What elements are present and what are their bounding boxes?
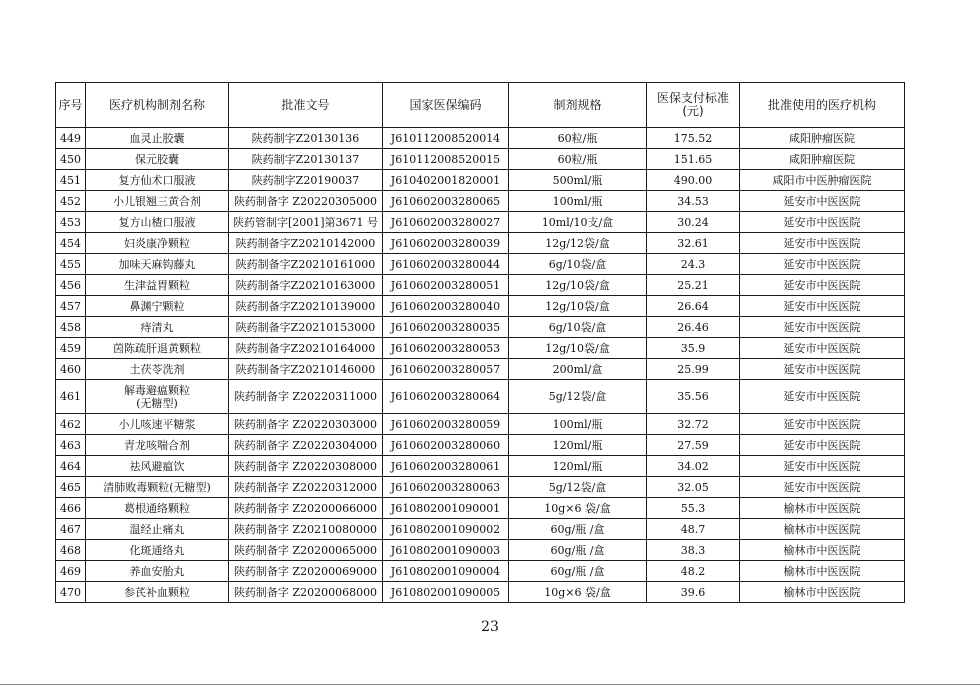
specification-cell: 60g/瓶 /盒 [509, 561, 647, 582]
table-row [56, 275, 905, 296]
preparation-name-cell: 加味天麻钩藤丸 [86, 254, 229, 275]
row-number-cell: 468 [56, 540, 86, 561]
medical-institution-cell: 延安市中医医院 [740, 414, 905, 435]
medical-institution-cell: 延安市中医医院 [740, 254, 905, 275]
insurance-code-cell: J610602003280057 [383, 359, 509, 380]
formulary-table [55, 82, 905, 603]
table-row [56, 149, 905, 170]
row-number-cell: 453 [56, 212, 86, 233]
specification-cell: 60g/瓶 /盒 [509, 519, 647, 540]
preparation-name-cell: 化斑通络丸 [86, 540, 229, 561]
preparation-name-cell: 痔清丸 [86, 317, 229, 338]
table-header [56, 83, 905, 128]
specification-cell: 100ml/瓶 [509, 414, 647, 435]
insurance-code-cell: J610112008520015 [383, 149, 509, 170]
preparation-name-cell: 参芪补血颗粒 [86, 582, 229, 603]
specification-cell: 120ml/瓶 [509, 456, 647, 477]
specification-cell: 12g/12袋/盒 [509, 233, 647, 254]
approval-number-cell: 陕药制备字 Z20220304000 [229, 435, 383, 456]
table-row [56, 233, 905, 254]
medical-institution-cell: 延安市中医医院 [740, 275, 905, 296]
approval-number-cell: 陕药制备字Z20210153000 [229, 317, 383, 338]
medical-institution-cell: 咸阳肿瘤医院 [740, 149, 905, 170]
row-number-cell: 455 [56, 254, 86, 275]
insurance-code-cell: J610802001090003 [383, 540, 509, 561]
row-number-cell: 470 [56, 582, 86, 603]
medical-institution-cell: 榆林市中医医院 [740, 519, 905, 540]
insurance-code-cell: J610602003280064 [383, 380, 509, 414]
table-row [56, 477, 905, 498]
payment-standard-cell: 38.3 [647, 540, 740, 561]
medical-institution-cell: 延安市中医医院 [740, 296, 905, 317]
payment-standard-cell: 25.21 [647, 275, 740, 296]
approval-number-cell: 陕药制备字 Z20220305000 [229, 191, 383, 212]
preparation-name-cell: 养血安胎丸 [86, 561, 229, 582]
medical-institution-cell: 咸阳市中医肿瘤医院 [740, 170, 905, 191]
preparation-name-cell: 保元胶囊 [86, 149, 229, 170]
insurance-code-cell: J610602003280044 [383, 254, 509, 275]
row-number-cell: 458 [56, 317, 86, 338]
payment-standard-cell: 30.24 [647, 212, 740, 233]
medical-institution-cell: 延安市中医医院 [740, 359, 905, 380]
row-number-cell: 450 [56, 149, 86, 170]
insurance-code-cell: J610602003280040 [383, 296, 509, 317]
specification-cell: 60g/瓶 /盒 [509, 540, 647, 561]
row-number-cell: 460 [56, 359, 86, 380]
insurance-code-cell: J610602003280051 [383, 275, 509, 296]
medical-institution-cell: 延安市中医医院 [740, 317, 905, 338]
specification-cell: 60粒/瓶 [509, 128, 647, 149]
medical-institution-cell: 延安市中医医院 [740, 380, 905, 414]
approval-number-cell: 陕药制备字 Z20220311000 [229, 380, 383, 414]
medical-institution-cell: 延安市中医医院 [740, 212, 905, 233]
table-row [56, 414, 905, 435]
approval-number-cell: 陕药制备字 Z20200065000 [229, 540, 383, 561]
preparation-name-cell: 解毒避瘟颗粒 (无糖型) [86, 380, 229, 414]
approval-number-cell: 陕药制备字 Z20220308000 [229, 456, 383, 477]
row-number-cell: 457 [56, 296, 86, 317]
payment-standard-cell: 25.99 [647, 359, 740, 380]
specification-cell: 12g/10袋/盒 [509, 338, 647, 359]
medical-institution-cell: 延安市中医医院 [740, 233, 905, 254]
insurance-code-cell: J610602003280063 [383, 477, 509, 498]
specification-cell: 120ml/瓶 [509, 435, 647, 456]
table-row [56, 170, 905, 191]
header-row [56, 83, 905, 128]
insurance-code-cell: J610802001090004 [383, 561, 509, 582]
preparation-name-cell: 温经止痛丸 [86, 519, 229, 540]
approval-number-cell: 陕药制备字 Z20200066000 [229, 498, 383, 519]
insurance-code-cell: J610802001090005 [383, 582, 509, 603]
table-row [56, 317, 905, 338]
medical-institution-cell: 延安市中医医院 [740, 338, 905, 359]
row-number-cell: 465 [56, 477, 86, 498]
insurance-code-cell: J610602003280059 [383, 414, 509, 435]
medical-institution-cell: 延安市中医医院 [740, 477, 905, 498]
specification-cell: 10ml/10支/盒 [509, 212, 647, 233]
specification-cell: 200ml/盒 [509, 359, 647, 380]
row-number-cell: 452 [56, 191, 86, 212]
preparation-name-cell: 祛风避瘟饮 [86, 456, 229, 477]
column-header: 批准使用的医疗机构 [740, 83, 905, 128]
preparation-name-cell: 鼻渊宁颗粒 [86, 296, 229, 317]
approval-number-cell: 陕药制备字Z20210161000 [229, 254, 383, 275]
table-row [56, 456, 905, 477]
table-row [56, 540, 905, 561]
payment-standard-cell: 151.65 [647, 149, 740, 170]
approval-number-cell: 陕药制字Z20130136 [229, 128, 383, 149]
insurance-code-cell: J610602003280060 [383, 435, 509, 456]
table-row [56, 191, 905, 212]
payment-standard-cell: 32.72 [647, 414, 740, 435]
table-row [56, 435, 905, 456]
insurance-code-cell: J610602003280053 [383, 338, 509, 359]
payment-standard-cell: 490.00 [647, 170, 740, 191]
specification-cell: 60粒/瓶 [509, 149, 647, 170]
approval-number-cell: 陕药制备字 Z20220312000 [229, 477, 383, 498]
table-row [56, 380, 905, 414]
table-row [56, 498, 905, 519]
table-row [56, 128, 905, 149]
medical-institution-cell: 榆林市中医医院 [740, 498, 905, 519]
payment-standard-cell: 35.56 [647, 380, 740, 414]
column-header: 医疗机构制剂名称 [86, 83, 229, 128]
medical-institution-cell: 延安市中医医院 [740, 456, 905, 477]
approval-number-cell: 陕药制备字 Z20200069000 [229, 561, 383, 582]
insurance-code-cell: J610602003280065 [383, 191, 509, 212]
table-row [56, 212, 905, 233]
table-row [56, 519, 905, 540]
specification-cell: 500ml/瓶 [509, 170, 647, 191]
specification-cell: 5g/12袋/盒 [509, 380, 647, 414]
insurance-code-cell: J610602003280027 [383, 212, 509, 233]
specification-cell: 5g/12袋/盒 [509, 477, 647, 498]
preparation-name-cell: 葛根通络颗粒 [86, 498, 229, 519]
approval-number-cell: 陕药制备字Z20210139000 [229, 296, 383, 317]
insurance-code-cell: J610802001090001 [383, 498, 509, 519]
table-row [56, 338, 905, 359]
column-header: 序号 [56, 83, 86, 128]
table-row [56, 359, 905, 380]
approval-number-cell: 陕药制备字Z20210164000 [229, 338, 383, 359]
preparation-name-cell: 复方仙术口服液 [86, 170, 229, 191]
payment-standard-cell: 24.3 [647, 254, 740, 275]
payment-standard-cell: 27.59 [647, 435, 740, 456]
preparation-name-cell: 茵陈疏肝退黄颗粒 [86, 338, 229, 359]
row-number-cell: 462 [56, 414, 86, 435]
row-number-cell: 467 [56, 519, 86, 540]
specification-cell: 12g/10袋/盒 [509, 296, 647, 317]
approval-number-cell: 陕药制备字 Z20210080000 [229, 519, 383, 540]
preparation-name-cell: 土茯苓洗剂 [86, 359, 229, 380]
preparation-name-cell: 青龙咳喘合剂 [86, 435, 229, 456]
insurance-code-cell: J610402001820001 [383, 170, 509, 191]
table-row [56, 561, 905, 582]
approval-number-cell: 陕药制备字 Z20220303000 [229, 414, 383, 435]
payment-standard-cell: 35.9 [647, 338, 740, 359]
column-header: 国家医保编码 [383, 83, 509, 128]
table-row [56, 582, 905, 603]
row-number-cell: 463 [56, 435, 86, 456]
payment-standard-cell: 26.46 [647, 317, 740, 338]
insurance-code-cell: J610112008520014 [383, 128, 509, 149]
row-number-cell: 469 [56, 561, 86, 582]
insurance-code-cell: J610602003280035 [383, 317, 509, 338]
payment-standard-cell: 48.2 [647, 561, 740, 582]
specification-cell: 6g/10袋/盒 [509, 254, 647, 275]
medical-institution-cell: 榆林市中医医院 [740, 582, 905, 603]
payment-standard-cell: 34.02 [647, 456, 740, 477]
payment-standard-cell: 32.05 [647, 477, 740, 498]
specification-cell: 10g×6 袋/盒 [509, 498, 647, 519]
table-row [56, 254, 905, 275]
bottom-divider [0, 684, 980, 685]
preparation-name-cell: 妇炎康净颗粒 [86, 233, 229, 254]
medical-institution-cell: 咸阳肿瘤医院 [740, 128, 905, 149]
approval-number-cell: 陕药制备字Z20210142000 [229, 233, 383, 254]
approval-number-cell: 陕药制备字 Z20200068000 [229, 582, 383, 603]
preparation-name-cell: 清肺败毒颗粒(无糖型) [86, 477, 229, 498]
medical-institution-cell: 延安市中医医院 [740, 191, 905, 212]
payment-standard-cell: 39.6 [647, 582, 740, 603]
specification-cell: 12g/10袋/盒 [509, 275, 647, 296]
payment-standard-cell: 175.52 [647, 128, 740, 149]
row-number-cell: 461 [56, 380, 86, 414]
specification-cell: 10g×6 袋/盒 [509, 582, 647, 603]
specification-cell: 100ml/瓶 [509, 191, 647, 212]
specification-cell: 6g/10袋/盒 [509, 317, 647, 338]
approval-number-cell: 陕药制备字Z20210146000 [229, 359, 383, 380]
preparation-name-cell: 复方山楂口服液 [86, 212, 229, 233]
preparation-name-cell: 小儿银翘三黄合剂 [86, 191, 229, 212]
row-number-cell: 466 [56, 498, 86, 519]
row-number-cell: 449 [56, 128, 86, 149]
row-number-cell: 451 [56, 170, 86, 191]
column-header: 批准文号 [229, 83, 383, 128]
medical-institution-cell: 延安市中医医院 [740, 435, 905, 456]
insurance-code-cell: J610802001090002 [383, 519, 509, 540]
row-number-cell: 456 [56, 275, 86, 296]
row-number-cell: 459 [56, 338, 86, 359]
insurance-code-cell: J610602003280061 [383, 456, 509, 477]
row-number-cell: 454 [56, 233, 86, 254]
column-header: 制剂规格 [509, 83, 647, 128]
payment-standard-cell: 26.64 [647, 296, 740, 317]
column-header: 医保支付标准 (元) [647, 83, 740, 128]
preparation-name-cell: 生津益胃颗粒 [86, 275, 229, 296]
table-row [56, 296, 905, 317]
approval-number-cell: 陕药管制字[2001]第3671 号 [229, 212, 383, 233]
payment-standard-cell: 48.7 [647, 519, 740, 540]
medical-institution-cell: 榆林市中医医院 [740, 540, 905, 561]
preparation-name-cell: 小儿咳速平糖浆 [86, 414, 229, 435]
row-number-cell: 464 [56, 456, 86, 477]
payment-standard-cell: 34.53 [647, 191, 740, 212]
insurance-code-cell: J610602003280039 [383, 233, 509, 254]
page-number: 23 [481, 619, 499, 635]
preparation-name-cell: 血灵止胶囊 [86, 128, 229, 149]
medical-institution-cell: 榆林市中医医院 [740, 561, 905, 582]
payment-standard-cell: 55.3 [647, 498, 740, 519]
approval-number-cell: 陕药制字Z20190037 [229, 170, 383, 191]
table-body [56, 128, 905, 603]
approval-number-cell: 陕药制字Z20130137 [229, 149, 383, 170]
payment-standard-cell: 32.61 [647, 233, 740, 254]
approval-number-cell: 陕药制备字Z20210163000 [229, 275, 383, 296]
